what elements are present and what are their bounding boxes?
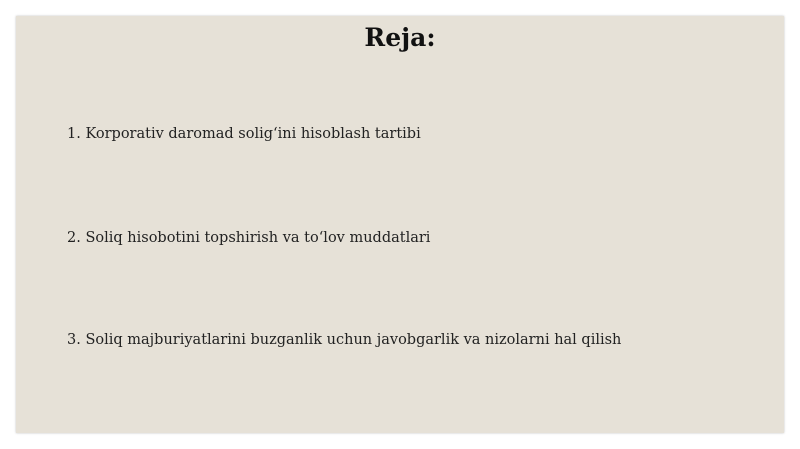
plan-item-3: 3. Soliq majburiyatlarini buzganlik uchun javobgarlik va nizolarni hal qilish	[67, 332, 622, 348]
slide	[16, 16, 784, 433]
plan-item-1: 1. Korporativ daromad solig‘ini hisoblash tartibi	[67, 126, 421, 142]
plan-item-2: 2. Soliq hisobotini topshirish va to‘lov muddatlari	[67, 230, 431, 246]
slide-title: Reja:	[364, 23, 436, 52]
